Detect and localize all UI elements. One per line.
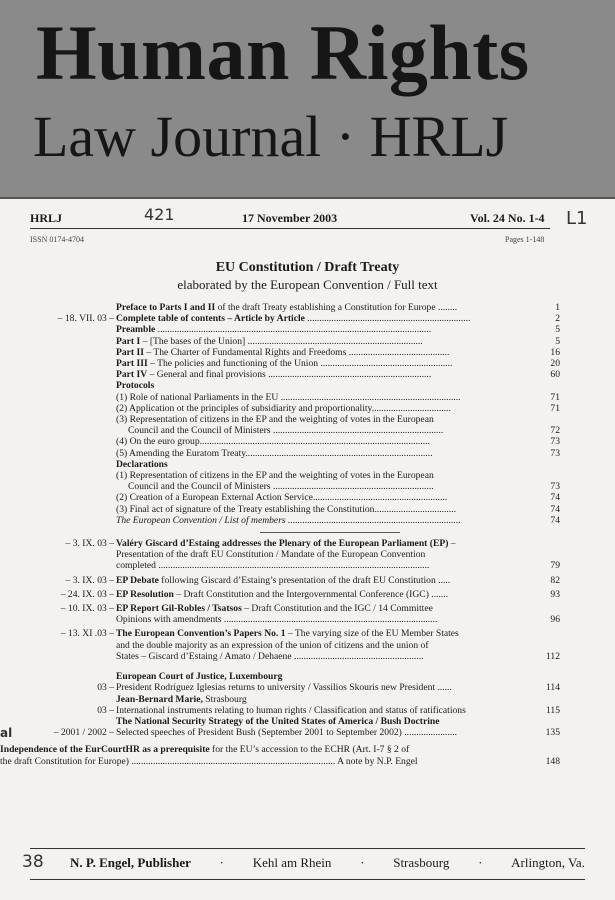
entry-bold: Part I (116, 335, 141, 347)
entry-rest: (3) Representation of citizens in the EP and the weighting of votes in the European (116, 414, 434, 426)
court-entry (30, 705, 560, 716)
court-entry (30, 682, 560, 693)
entry-bold: EP Report Gil-Robles / Tsatsos (116, 603, 242, 615)
entry-bold: Complete table of contents – Article by Article (116, 313, 305, 325)
footer-dot-2: · (360, 855, 365, 870)
entry-rest: – Draft Constitution and the IGC / 14 Committee (241, 603, 433, 615)
journal-abbrev: HRLJ (30, 211, 63, 225)
entry-rest: States – Giscard d’Estaing / Amato / Dehaene ...................................................... (116, 650, 424, 662)
article-entry (30, 538, 560, 572)
entry-rest: – (448, 538, 456, 550)
entry-page: 60 (550, 369, 560, 381)
entry-bold: The National Security Strategy of the United States of America / Bush Doctrine (116, 715, 440, 727)
issue-date: 17 November 2003 (242, 211, 338, 225)
entry-rest: Opinions with amendments ......................................................................................... (116, 614, 438, 626)
entry-rest: (2) Application ot the principles of subsidiarity and proportionality................................. (116, 402, 451, 414)
divider (260, 532, 400, 533)
entry-page: 72 (550, 425, 560, 437)
entry-bold: The European Convention’s Papers No. 1 (116, 628, 286, 640)
entry-bold: Preface to Parts I and II (116, 302, 216, 313)
toc-entry (30, 504, 560, 515)
independence-entry (0, 744, 560, 766)
article-entry (30, 589, 560, 600)
entry-text (116, 538, 526, 549)
toc-entry (30, 448, 560, 459)
entry-text (116, 347, 526, 358)
entry-text (116, 694, 526, 705)
entry-text (116, 589, 526, 600)
toc-entry (30, 392, 560, 403)
entry-bold: EP Resolution (116, 588, 174, 600)
toc-entry (30, 302, 560, 313)
article-line (30, 640, 560, 651)
article-line (30, 560, 560, 571)
entry-text (116, 628, 526, 639)
entry-text (116, 369, 526, 380)
toc-entry (30, 336, 560, 347)
entry-text (116, 470, 526, 481)
entry-text (116, 504, 526, 515)
journal-title-line2: Law Journal · HRLJ (33, 104, 509, 169)
footer-rule-top (30, 848, 585, 849)
entry-rest: – The Charter of Fundamental Rights and Freedoms .......................................... (143, 346, 450, 358)
page-range: Pages 1-148 (505, 235, 545, 244)
entry-text (116, 549, 526, 560)
publisher: N. P. Engel, Publisher (70, 855, 191, 870)
court-entry (30, 727, 560, 738)
entry-page: 93 (550, 588, 560, 600)
toc-entry (30, 425, 560, 436)
article-line (30, 614, 560, 625)
article-line (30, 538, 560, 549)
article-entry (30, 603, 560, 625)
entry-text (116, 560, 526, 571)
entry-text (116, 492, 526, 503)
entry-text (116, 403, 526, 414)
independence-text1: for the EU’s accession to the ECHR (Art. I-7 § 2 of (209, 744, 410, 756)
entry-date: – 2001 / 2002 – (53, 727, 114, 739)
entry-text (116, 716, 526, 727)
entry-rest: Council and the Council of Ministers ....................................................................... (128, 425, 444, 437)
entry-text (116, 727, 526, 738)
entry-bold: Part II (116, 346, 144, 358)
entry-rest: of the draft Treaty establishing a Constitution for Europe ........ (215, 302, 458, 313)
section-subtitle: elaborated by the European Convention / Full text (177, 277, 438, 292)
entry-rest: (4) On the euro group................................................................................................ (116, 436, 430, 448)
entry-page: 74 (550, 514, 560, 526)
entry-rest: Presentation of the draft EU Constitution / Mandate of the European Convention (116, 549, 426, 561)
entry-text (116, 459, 526, 470)
entry-text (116, 448, 526, 459)
entry-text (116, 515, 526, 526)
toc-entry (30, 492, 560, 503)
volume-info: Vol. 24 No. 1-4 (470, 211, 545, 225)
entry-rest: Selected speeches of President Bush (September 2001 to September 2002) ...................... (116, 727, 458, 739)
footer-dot-3: · (478, 855, 483, 870)
entry-text (116, 481, 526, 492)
masthead (0, 0, 615, 199)
independence-page: 148 (545, 755, 560, 767)
entry-page: 71 (550, 391, 560, 403)
toc-entry (30, 459, 560, 470)
entry-bold: Valéry Giscard d’Estaing addresses the Plenary of the European Parliament (EP) (116, 538, 449, 550)
independence-text2: the draft Constitution for Europe) ..................................................................................... A note by N.P. Engel (0, 755, 418, 767)
entry-date: – 3. IX. 03 – (65, 574, 114, 586)
toc-entry (30, 358, 560, 369)
court-entry (30, 671, 560, 682)
entry-text (116, 671, 526, 682)
entry-page: 82 (550, 574, 560, 586)
handwritten-margin-mark: L1 (566, 208, 588, 229)
entry-page: 115 (545, 704, 560, 716)
footer-rule-bottom (30, 879, 585, 880)
entry-rest: following Giscard d’Estaing’s presentation of the draft EU Constitution ..... (158, 574, 451, 586)
entry-rest: President Rodríguez Iglesias returns to university / Vassilios Skouris new President ...... (116, 682, 452, 694)
entry-rest: – Draft Constitution and the Intergovernmental Conference (IGC) ....... (173, 588, 449, 600)
entry-rest: (5) Amending the Euratom Treaty.............................................................................. (116, 447, 433, 459)
toc-entry (30, 313, 560, 324)
handwritten-footer-number: 38 (22, 852, 44, 872)
entry-date: – 3. IX. 03 – (65, 538, 114, 550)
entry-rest: (3) Final act of signature of the Treaty establishing the Constitution.................................. (116, 503, 457, 515)
entry-bold: Declarations (116, 458, 168, 470)
entry-text (116, 425, 526, 436)
court-entry (30, 694, 560, 705)
entry-rest: Strasbourg (202, 693, 247, 705)
article-list (30, 538, 560, 662)
entry-rest: completed ................................................................................................................. (116, 560, 430, 572)
entry-rest: The European Convention / List of members ........................................................................ (116, 514, 461, 526)
toc-list (30, 302, 560, 526)
entry-text (116, 614, 526, 625)
entry-rest: Council and the Council of Ministers ................................................................... (128, 481, 434, 493)
entry-rest: – General and final provisions .................................................................... (147, 369, 432, 381)
entry-text (116, 436, 526, 447)
entry-page: 73 (550, 436, 560, 448)
city-kehl: Kehl am Rhein (252, 855, 332, 870)
entry-page: 112 (545, 650, 560, 662)
entry-bold: Preamble (116, 324, 156, 336)
entry-page: 74 (550, 492, 560, 504)
journal-title-line1: Human Rights (36, 9, 530, 96)
toc-entry (30, 515, 560, 526)
header-rule (30, 228, 550, 229)
handwritten-number: 421 (144, 205, 175, 224)
entry-text (116, 313, 526, 324)
entry-text (116, 414, 526, 425)
entry-page: 74 (550, 503, 560, 515)
court-list (30, 671, 560, 738)
entry-text (116, 302, 526, 313)
entry-text (116, 336, 526, 347)
entry-rest: (1) Role of national Parliaments in the EU ........................................................................... (116, 391, 461, 403)
entry-bold: Protocols (116, 380, 155, 392)
footer (30, 855, 585, 871)
entry-page: 135 (545, 727, 560, 739)
article-line (30, 603, 560, 614)
entry-date: 03 – (97, 704, 114, 716)
entry-text (116, 705, 526, 716)
court-entry (30, 716, 560, 727)
entry-page: 73 (550, 447, 560, 459)
article-line (30, 549, 560, 560)
section-title: EU Constitution / Draft Treaty (215, 260, 400, 275)
toc-entry (30, 470, 560, 481)
toc-entry (30, 324, 560, 335)
article-line (30, 628, 560, 639)
entry-rest: – The policies and functioning of the Union ....................................................... (147, 358, 453, 370)
entry-rest: – The varying size of the EU Member States (285, 628, 459, 640)
entry-text (116, 640, 526, 651)
article-line (30, 651, 560, 662)
entry-page: 1 (555, 302, 560, 313)
entry-page: 71 (550, 402, 560, 414)
entry-bold: Part III (116, 358, 148, 370)
article-line (30, 575, 560, 586)
entry-bold: Jean-Bernard Marie, (116, 693, 203, 705)
entry-rest: – [The bases of the Union] ......................................................................... (140, 335, 423, 347)
entry-bold: EP Debate (116, 574, 159, 586)
entry-text (116, 603, 526, 614)
toc-entry (30, 414, 560, 425)
entry-text (116, 575, 526, 586)
entry-date: – 24. IX. 03 – (60, 588, 114, 600)
entry-date: 03 – (97, 682, 114, 694)
entry-text (116, 324, 526, 335)
entry-rest: (1) Representation of citizens in the EP and the weighting of votes in the European (116, 470, 434, 482)
city-arlington: Arlington, Va. (511, 855, 585, 870)
entry-date: – 13. XI .03 – (60, 628, 114, 640)
entry-page: 73 (550, 481, 560, 493)
entry-text (116, 392, 526, 403)
entry-rest: .................................................................... (304, 313, 471, 325)
entry-text (116, 651, 526, 662)
entry-page: 5 (555, 335, 560, 347)
entry-rest: (2) Creation of a European External Action Service........................................................ (116, 492, 448, 504)
margin-fragment: al (0, 726, 13, 740)
toc-entry (30, 347, 560, 358)
entry-bold: European Court of Justice, Luxembourg (116, 671, 283, 683)
entry-page: 96 (550, 614, 560, 626)
toc-entry (30, 380, 560, 391)
entry-page: 16 (550, 346, 560, 358)
independence-bold: Independence of the EurCourtHR as a prerequisite (0, 744, 210, 756)
entry-text (116, 380, 526, 391)
entry-text (116, 358, 526, 369)
issn: ISSN 0174-4704 (30, 235, 85, 244)
entry-page: 2 (555, 313, 560, 325)
toc-entry (30, 403, 560, 414)
entry-date: – 10. IX. 03 – (60, 603, 114, 615)
entry-rest: International instruments relating to human rights / Classification and status of ratifications (116, 704, 466, 716)
entry-page: 114 (545, 682, 560, 694)
toc-entry (30, 436, 560, 447)
entry-page: 20 (550, 358, 560, 370)
entry-date: – 18. VII. 03 – (57, 313, 114, 325)
table-of-contents (0, 302, 560, 767)
toc-entry (30, 481, 560, 492)
entry-rest: .................................................................................................................. (155, 324, 432, 336)
city-strasbourg: Strasbourg (393, 855, 450, 870)
article-line (30, 589, 560, 600)
toc-entry (30, 369, 560, 380)
footer-dot-1: · (219, 855, 224, 870)
article-entry (30, 575, 560, 586)
entry-page: 5 (555, 324, 560, 336)
article-entry (30, 628, 560, 662)
entry-text (116, 682, 526, 693)
entry-rest: and the double majority as an expression of the union of citizens and the union of (116, 639, 429, 651)
entry-page: 79 (550, 560, 560, 572)
entry-bold: Part IV (116, 369, 148, 381)
